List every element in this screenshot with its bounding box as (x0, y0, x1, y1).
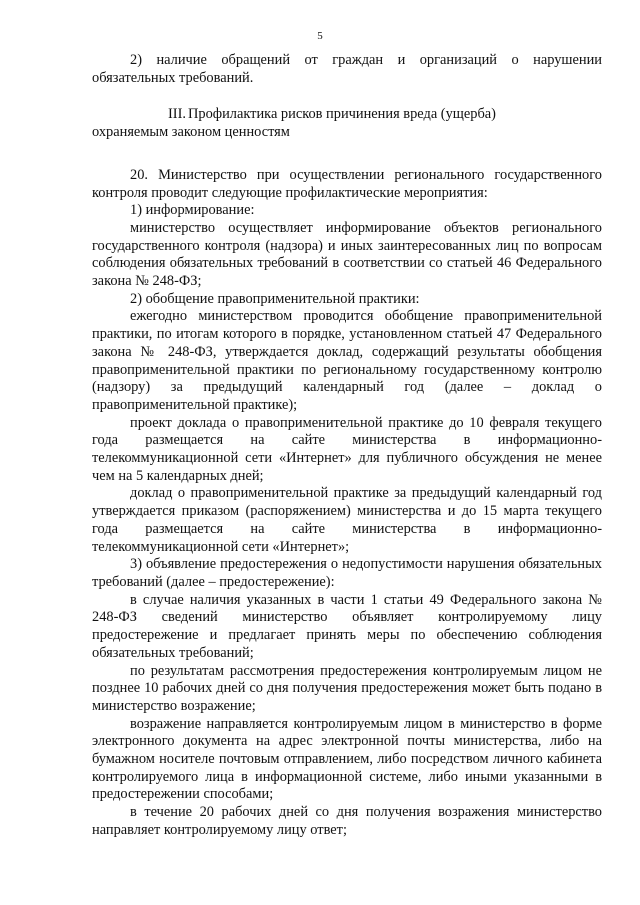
paragraph-approved-report: доклад о правоприменительной практике за предыдущий календарный год утверждается приказом (распоряжением) министерства и до 15 марта текущего года размещается на сайте министерства в информационно-телекоммуникационной сети «Интернет»; (92, 485, 602, 555)
section-title-line2: охраняемым законом ценностям (92, 124, 290, 141)
section-number: III. (168, 106, 186, 123)
paragraph-annual-report: ежегодно министерством проводится обобщение правоприменительной практики, по итогам которого в порядке, установленном статьей 47 Федерального закона № 248-ФЗ, утверждается доклад, содержащий результаты обобщения правоприменительной практики по региональному государственному контролю (надзору) за предыдущий календарный год (далее – доклад о правоприменительной практике); (92, 308, 602, 413)
paragraph-informing-text: министерство осуществляет информирование объектов регионального государственного контроля (надзора) и иных заинтересованных лиц по вопросам соблюдения обязательных требований в соответствии со статьей 46 Федерального закона № 248-ФЗ; (92, 219, 602, 290)
paragraph-20: 20. Министерство при осуществлении регионального государственного контроля проводит следующие профилактические мероприятия: (92, 166, 602, 201)
paragraph-draft-report: проект доклада о правоприменительной практике до 10 февраля текущего года размещается на сайте министерства в информационно-телекоммуникационной сети «Интернет» для публичного обсуждения не менее чем на 5 календарных дней; (92, 414, 602, 484)
paragraph-generalization: 2) обобщение правоприменительной практики: (130, 290, 420, 307)
paragraph-objection: возражение направляется контролируемым лицом в министерство в форме электронного документа на адрес электронной почты министерства, либо на бумажном носителе почтовым отправлением, либо посредством личного кабинета контролируемого лица в информационной системе, либо иными указанными в предостережении способами; (92, 715, 602, 803)
paragraph-warning-cases: в случае наличия указанных в части 1 статьи 49 Федерального закона № 248-ФЗ сведений министерство объявляет контролируемому лицу предостережение и предлагает принять меры по обеспечению соблюдения обязательных требований; (92, 591, 602, 661)
section-title-line1: Профилактика рисков причинения вреда (ущерба) (188, 106, 496, 123)
paragraph-informing: 1) информирование: (130, 202, 255, 219)
page-number: 5 (317, 30, 323, 42)
paragraph-warning: 3) объявление предостережения о недопустимости нарушения обязательных требований (далее – предостережение): (92, 556, 602, 590)
paragraph-appeals: 2) наличие обращений от граждан и организаций о нарушении обязательных требований. (92, 52, 602, 86)
paragraph-response: в течение 20 рабочих дней со дня получения возражения министерство направляет контролируемому лицу ответ; (92, 804, 602, 838)
paragraph-warning-review: по результатам рассмотрения предостережения контролируемым лицом не позднее 10 рабочих дней со дня получения предостережения может быть подано в министерство возражение; (92, 662, 602, 714)
document-body (92, 52, 602, 840)
section-heading (92, 106, 602, 124)
